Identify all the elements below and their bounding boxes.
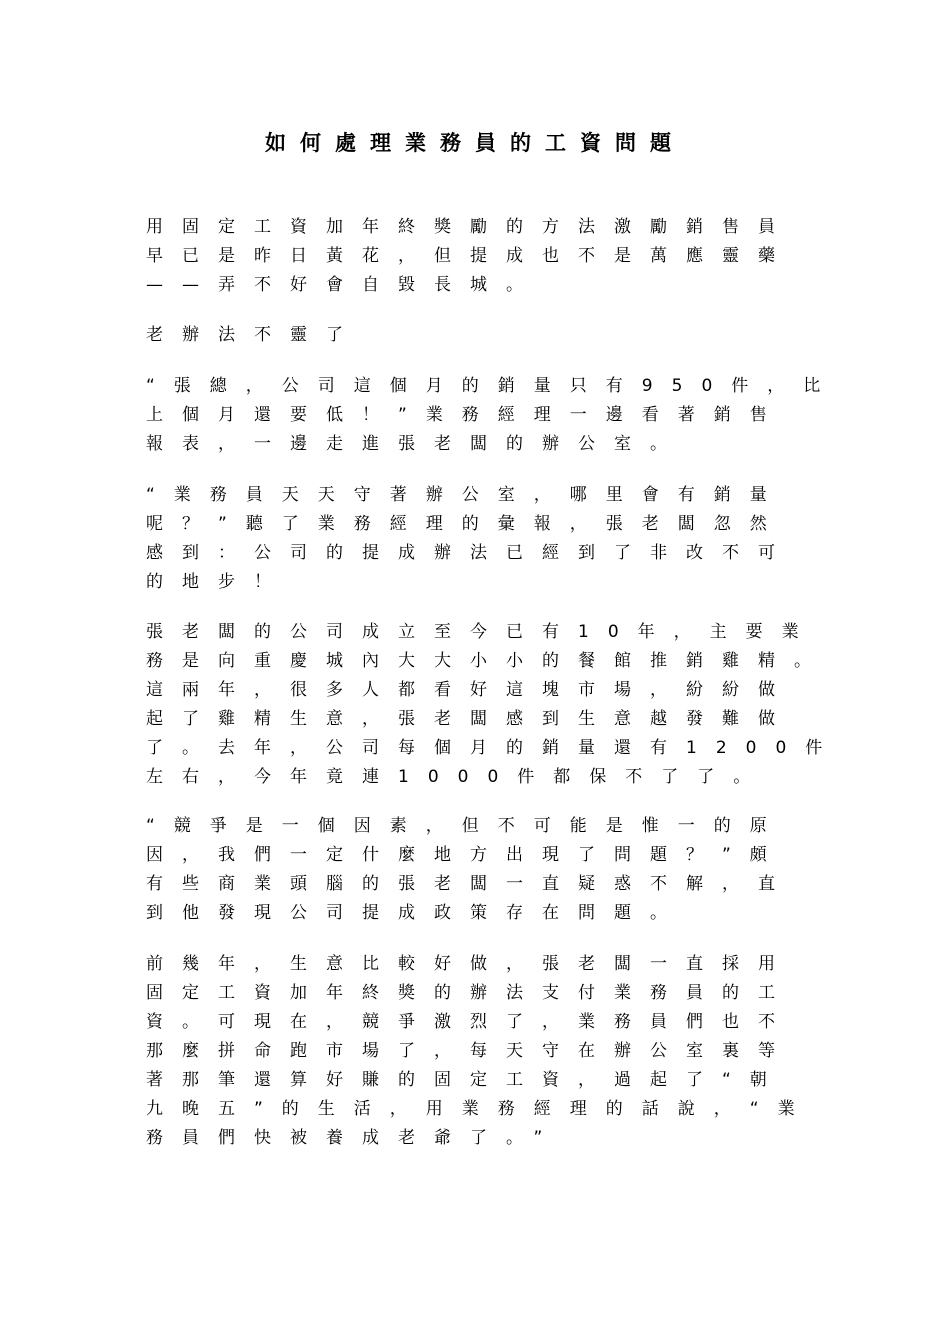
text-line: 上個月還要低！”業務經理一邊看著銷售 bbox=[146, 405, 786, 425]
text-line: 起了雞精生意，張老闆感到生意越發難做 bbox=[146, 709, 794, 729]
body-paragraph bbox=[146, 481, 826, 597]
intro-paragraph bbox=[146, 213, 826, 300]
text-line: 固定工資加年終獎的辦法支付業務員的工 bbox=[146, 983, 794, 1003]
text-line: 務是向重慶城內大大小小的餐館推銷雞精。 bbox=[146, 651, 830, 671]
text-line: 報表，一邊走進張老闆的辦公室。 bbox=[146, 434, 686, 454]
text-line: 張老闆的公司成立至今已有10年，主要業 bbox=[146, 622, 818, 642]
text-line: 著那筆還算好賺的固定工資，過起了“朝 bbox=[146, 1070, 786, 1090]
text-line: 這兩年，很多人都看好這塊市場，紛紛做 bbox=[146, 680, 794, 700]
text-line: 呢？”聽了業務經理的彙報，張老闆忽然 bbox=[146, 514, 786, 534]
text-line: “競爭是一個因素，但不可能是惟一的原 bbox=[146, 816, 786, 836]
text-line: 用固定工資加年終獎勵的方法激勵銷售員 bbox=[146, 217, 794, 237]
text-line: “張總，公司這個月的銷量只有950件，比 bbox=[146, 376, 840, 396]
text-line: 到他發現公司提成政策存在問題。 bbox=[146, 903, 686, 923]
text-line: 感到：公司的提成辦法已經到了非改不可 bbox=[146, 543, 794, 563]
text-line: 資。可現在，競爭激烈了，業務員們也不 bbox=[146, 1012, 794, 1032]
text-line: 九晚五”的生活，用業務經理的話說，“業 bbox=[146, 1099, 814, 1119]
text-line: 早已是昨日黃花，但提成也不是萬應靈藥 bbox=[146, 246, 794, 266]
section-heading bbox=[146, 321, 826, 350]
text-line: 老辦法不靈了 bbox=[146, 325, 362, 345]
text-line: 有些商業頭腦的張老闆一直疑惑不解，直 bbox=[146, 874, 794, 894]
text-line: 左右，今年竟連1000件都保不了了。 bbox=[146, 767, 770, 787]
text-line: 那麼拼命跑市場了，每天守在辦公室裏等 bbox=[146, 1041, 794, 1061]
body-paragraph bbox=[146, 950, 826, 1153]
text-line: 因，我們一定什麼地方出現了問題？”頗 bbox=[146, 845, 786, 865]
text-line: “業務員天天守著辦公室，哪里會有銷量 bbox=[146, 485, 786, 505]
body-paragraph bbox=[146, 372, 840, 459]
body-paragraph bbox=[146, 618, 842, 792]
text-line: 務員們快被養成老爺了。” bbox=[146, 1128, 562, 1148]
text-line: ——弄不好會自毀長城。 bbox=[146, 275, 542, 295]
text-line: 前幾年，生意比較好做，張老闆一直採用 bbox=[146, 954, 794, 974]
text-line: 的地步！ bbox=[146, 572, 290, 592]
body-paragraph bbox=[146, 812, 826, 928]
document-title: 如何處理業務員的工資問題 bbox=[265, 131, 685, 155]
text-line: 了。去年，公司每個月的銷量還有1200件 bbox=[146, 738, 842, 758]
